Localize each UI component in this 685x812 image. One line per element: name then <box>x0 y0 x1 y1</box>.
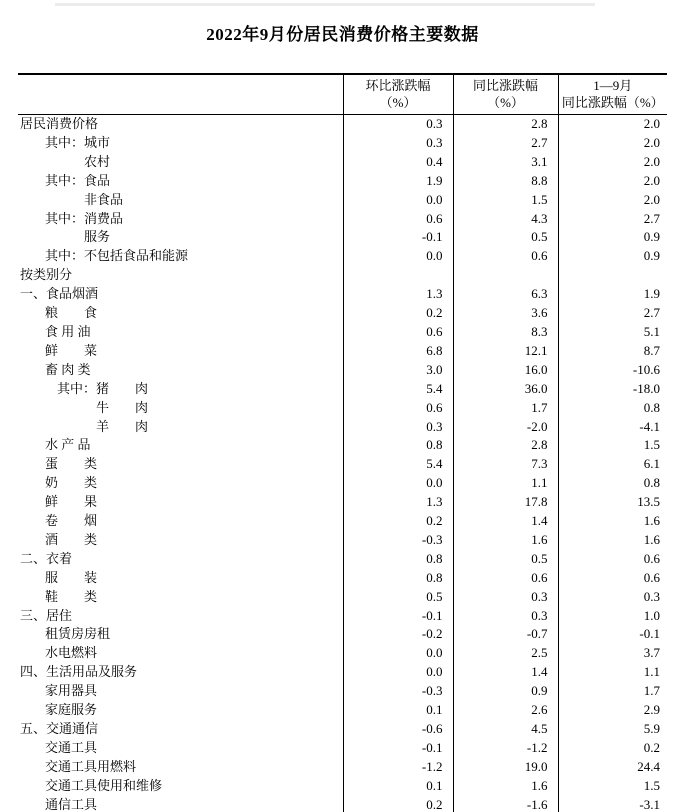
table-row <box>18 342 667 361</box>
mom-value: 0.1 <box>343 701 453 720</box>
row-label-cell <box>18 380 343 399</box>
mom-value: -0.3 <box>343 531 453 550</box>
table-row <box>18 569 667 588</box>
row-label-cell <box>18 625 343 644</box>
row-label: 酒 类 <box>45 531 98 547</box>
yoy-value: -2.0 <box>453 418 558 437</box>
yoy-value: 12.1 <box>453 342 558 361</box>
ytd-value: -0.1 <box>558 625 667 644</box>
yoy-value: 8.3 <box>453 323 558 342</box>
mom-value: 0.6 <box>343 210 453 229</box>
mom-value: 0.0 <box>343 474 453 493</box>
row-label-cell <box>18 247 343 266</box>
row-label: 鲜 菜 <box>45 342 98 358</box>
row-label-cell <box>18 758 343 777</box>
mom-value: 0.2 <box>343 796 453 812</box>
table-row <box>18 493 667 512</box>
row-label-cell <box>18 739 343 758</box>
ytd-value: 5.9 <box>558 720 667 739</box>
row-label: 非食品 <box>45 191 124 207</box>
table-row <box>18 153 667 172</box>
mom-value: 0.0 <box>343 247 453 266</box>
ytd-value: 0.9 <box>558 228 667 247</box>
table-row <box>18 739 667 758</box>
table-row <box>18 777 667 796</box>
top-edge-artifact <box>55 3 595 6</box>
ytd-value: 1.5 <box>558 436 667 455</box>
mom-value: 5.4 <box>343 455 453 474</box>
table-row <box>18 304 667 323</box>
table-row <box>18 758 667 777</box>
mom-value: 1.9 <box>343 172 453 191</box>
row-label-cell <box>18 134 343 153</box>
yoy-value: 0.5 <box>453 550 558 569</box>
yoy-value: 1.7 <box>453 399 558 418</box>
table-row <box>18 625 667 644</box>
col-header-ytd-line2: 同比涨跌幅（%） <box>561 94 664 110</box>
row-label-cell <box>18 115 343 134</box>
ytd-value: -4.1 <box>558 418 667 437</box>
row-label: 粮 食 <box>45 305 98 321</box>
ytd-value: 0.6 <box>558 550 667 569</box>
mom-value: 5.4 <box>343 380 453 399</box>
table-row <box>18 266 667 285</box>
row-label: 交通工具用燃料 <box>45 758 137 774</box>
yoy-value: 2.6 <box>453 701 558 720</box>
ytd-value: 1.1 <box>558 663 667 682</box>
row-label: 一、食品烟酒 <box>20 286 99 302</box>
ytd-value: 2.0 <box>558 172 667 191</box>
row-label-cell <box>18 531 343 550</box>
col-header-mom-line2: （%） <box>379 94 417 110</box>
table-row <box>18 361 667 380</box>
mom-value: 0.6 <box>343 399 453 418</box>
mom-value: 0.1 <box>343 777 453 796</box>
row-label: 二、衣着 <box>20 550 73 566</box>
table-row <box>18 682 667 701</box>
ytd-value: 2.9 <box>558 701 667 720</box>
ytd-value: 1.0 <box>558 607 667 626</box>
table-row <box>18 399 667 418</box>
yoy-value <box>453 266 558 285</box>
row-label-cell <box>18 550 343 569</box>
ytd-value: 2.7 <box>558 210 667 229</box>
row-label: 其中：城市 <box>45 134 111 150</box>
mom-value: 0.0 <box>343 663 453 682</box>
cpi-table <box>18 73 667 812</box>
mom-value: 0.8 <box>343 569 453 588</box>
row-label: 服 装 <box>45 569 98 585</box>
mom-value: -0.1 <box>343 228 453 247</box>
table-row <box>18 172 667 191</box>
row-label: 按类别分 <box>20 267 73 283</box>
row-label-cell <box>18 493 343 512</box>
mom-value: 1.3 <box>343 285 453 304</box>
col-header-yoy <box>453 74 558 115</box>
ytd-value: -18.0 <box>558 380 667 399</box>
row-label: 家用器具 <box>45 683 98 699</box>
yoy-value: 2.8 <box>453 436 558 455</box>
row-label: 租赁房房租 <box>45 626 111 642</box>
yoy-value: -0.7 <box>453 625 558 644</box>
mom-value: -0.6 <box>343 720 453 739</box>
row-label: 鲜 果 <box>45 494 98 510</box>
yoy-value: 0.3 <box>453 607 558 626</box>
mom-value: 0.5 <box>343 588 453 607</box>
yoy-value: -1.6 <box>453 796 558 812</box>
mom-value: 0.3 <box>343 418 453 437</box>
row-label: 交通工具 <box>45 739 98 755</box>
ytd-value: 0.8 <box>558 474 667 493</box>
table-row <box>18 285 667 304</box>
ytd-value: -3.1 <box>558 796 667 812</box>
row-label: 食 用 油 <box>45 323 91 339</box>
yoy-value: -1.2 <box>453 739 558 758</box>
row-label-cell <box>18 607 343 626</box>
yoy-value: 7.3 <box>453 455 558 474</box>
row-label-cell <box>18 172 343 191</box>
row-label-cell <box>18 796 343 812</box>
mom-value: 0.8 <box>343 436 453 455</box>
yoy-value: 1.6 <box>453 531 558 550</box>
yoy-value: 0.5 <box>453 228 558 247</box>
row-label-cell <box>18 777 343 796</box>
mom-value: 3.0 <box>343 361 453 380</box>
row-label: 交通工具使用和维修 <box>45 777 163 793</box>
row-label: 羊 肉 <box>57 418 149 434</box>
yoy-value: 3.1 <box>453 153 558 172</box>
ytd-value: 2.7 <box>558 304 667 323</box>
row-label-cell <box>18 588 343 607</box>
mom-value <box>343 266 453 285</box>
col-header-yoy-line2: （%） <box>487 94 524 110</box>
row-label: 家庭服务 <box>45 702 98 718</box>
row-label-cell <box>18 285 343 304</box>
yoy-value: 0.6 <box>453 247 558 266</box>
table-row <box>18 474 667 493</box>
ytd-value: 1.6 <box>558 512 667 531</box>
yoy-value: 2.8 <box>453 115 558 134</box>
ytd-value: 8.7 <box>558 342 667 361</box>
row-label: 其中：猪 肉 <box>57 380 149 396</box>
table-row <box>18 247 667 266</box>
row-label: 四、生活用品及服务 <box>20 664 138 680</box>
row-label: 卷 烟 <box>45 513 98 529</box>
row-label-cell <box>18 304 343 323</box>
col-header-ytd-line1: 1—9月 <box>593 78 633 93</box>
yoy-value: 1.6 <box>453 777 558 796</box>
ytd-value: 2.0 <box>558 153 667 172</box>
ytd-value: 6.1 <box>558 455 667 474</box>
row-label: 三、居住 <box>20 607 73 623</box>
row-label: 奶 类 <box>45 475 98 491</box>
yoy-value: 2.7 <box>453 134 558 153</box>
mom-value: 0.0 <box>343 644 453 663</box>
mom-value: 6.8 <box>343 342 453 361</box>
ytd-value: 0.2 <box>558 739 667 758</box>
table-row <box>18 380 667 399</box>
mom-value: 1.3 <box>343 493 453 512</box>
yoy-value: 16.0 <box>453 361 558 380</box>
mom-value: 0.2 <box>343 304 453 323</box>
yoy-value: 36.0 <box>453 380 558 399</box>
col-header-yoy-line1: 同比涨跌幅 <box>472 78 538 93</box>
page-title: 2022年9月份居民消费价格主要数据 <box>206 25 479 44</box>
mom-value: -0.1 <box>343 739 453 758</box>
row-label-cell <box>18 512 343 531</box>
row-label-cell <box>18 342 343 361</box>
yoy-value: 1.5 <box>453 191 558 210</box>
table-row <box>18 588 667 607</box>
row-label-cell <box>18 663 343 682</box>
table-row <box>18 531 667 550</box>
row-label-cell <box>18 418 343 437</box>
ytd-value: 1.6 <box>558 531 667 550</box>
col-header-mom <box>343 74 453 115</box>
row-label: 其中：不包括食品和能源 <box>45 248 189 264</box>
table-row <box>18 663 667 682</box>
ytd-value: 0.3 <box>558 588 667 607</box>
row-label-cell <box>18 455 343 474</box>
mom-value: -1.2 <box>343 758 453 777</box>
yoy-value: 17.8 <box>453 493 558 512</box>
yoy-value: 2.5 <box>453 644 558 663</box>
table-row <box>18 455 667 474</box>
ytd-value: 1.7 <box>558 682 667 701</box>
ytd-value: 24.4 <box>558 758 667 777</box>
yoy-value: 4.3 <box>453 210 558 229</box>
ytd-value: 1.5 <box>558 777 667 796</box>
yoy-value: 0.6 <box>453 569 558 588</box>
row-label-cell <box>18 399 343 418</box>
col-header-ytd <box>558 74 667 115</box>
table-row <box>18 607 667 626</box>
row-label: 鞋 类 <box>45 588 98 604</box>
row-label: 畜 肉 类 <box>45 361 91 377</box>
row-label-cell <box>18 323 343 342</box>
ytd-value: 5.1 <box>558 323 667 342</box>
row-label-cell <box>18 266 343 285</box>
ytd-value <box>558 266 667 285</box>
row-label-cell <box>18 682 343 701</box>
yoy-value: 1.4 <box>453 512 558 531</box>
table-row <box>18 323 667 342</box>
table-row <box>18 210 667 229</box>
ytd-value: 0.6 <box>558 569 667 588</box>
ytd-value: 0.8 <box>558 399 667 418</box>
table-row <box>18 191 667 210</box>
row-label: 其中：消费品 <box>45 210 124 226</box>
row-label: 水电燃料 <box>45 645 98 661</box>
mom-value: 0.8 <box>343 550 453 569</box>
table-row <box>18 134 667 153</box>
yoy-value: 4.5 <box>453 720 558 739</box>
yoy-value: 0.3 <box>453 588 558 607</box>
ytd-value: 2.0 <box>558 134 667 153</box>
ytd-value: 13.5 <box>558 493 667 512</box>
row-label-cell <box>18 436 343 455</box>
ytd-value: -10.6 <box>558 361 667 380</box>
row-label: 五、交通通信 <box>20 721 99 736</box>
yoy-value: 0.9 <box>453 682 558 701</box>
mom-value: 0.6 <box>343 323 453 342</box>
row-label-cell <box>18 153 343 172</box>
col-header-category <box>18 74 343 115</box>
mom-value: 0.2 <box>343 512 453 531</box>
table-header-row <box>18 74 667 115</box>
mom-value: -0.3 <box>343 682 453 701</box>
yoy-value: 1.1 <box>453 474 558 493</box>
mom-value: 0.0 <box>343 191 453 210</box>
yoy-value: 8.8 <box>453 172 558 191</box>
ytd-value: 3.7 <box>558 644 667 663</box>
row-label: 其中：食品 <box>45 172 111 188</box>
mom-value: 0.3 <box>343 134 453 153</box>
table-row <box>18 720 667 739</box>
mom-value: -0.1 <box>343 607 453 626</box>
row-label: 水 产 品 <box>45 437 91 453</box>
row-label-cell <box>18 644 343 663</box>
row-label-cell <box>18 569 343 588</box>
table-row <box>18 512 667 531</box>
yoy-value: 6.3 <box>453 285 558 304</box>
table-row <box>18 418 667 437</box>
ytd-value: 2.0 <box>558 191 667 210</box>
ytd-value: 0.9 <box>558 247 667 266</box>
row-label: 服务 <box>45 229 111 245</box>
table-row <box>18 550 667 569</box>
ytd-value: 1.9 <box>558 285 667 304</box>
mom-value: 0.3 <box>343 115 453 134</box>
row-label-cell <box>18 361 343 380</box>
yoy-value: 3.6 <box>453 304 558 323</box>
table-row <box>18 701 667 720</box>
row-label: 居民消费价格 <box>20 116 99 131</box>
mom-value: 0.4 <box>343 153 453 172</box>
row-label: 通信工具 <box>45 796 98 812</box>
row-label-cell <box>18 474 343 493</box>
yoy-value: 19.0 <box>453 758 558 777</box>
row-label-cell <box>18 701 343 720</box>
table-row <box>18 796 667 812</box>
col-header-mom-line1: 环比涨跌幅 <box>365 78 431 93</box>
mom-value: -0.2 <box>343 625 453 644</box>
row-label-cell <box>18 720 343 739</box>
table-row <box>18 228 667 247</box>
table-row <box>18 436 667 455</box>
row-label-cell <box>18 228 343 247</box>
row-label: 牛 肉 <box>57 399 149 415</box>
ytd-value: 2.0 <box>558 115 667 134</box>
row-label: 蛋 类 <box>45 456 98 472</box>
table-row <box>18 644 667 663</box>
table-row <box>18 115 667 134</box>
row-label: 农村 <box>45 153 111 169</box>
row-label-cell <box>18 191 343 210</box>
yoy-value: 1.4 <box>453 663 558 682</box>
row-label-cell <box>18 210 343 229</box>
